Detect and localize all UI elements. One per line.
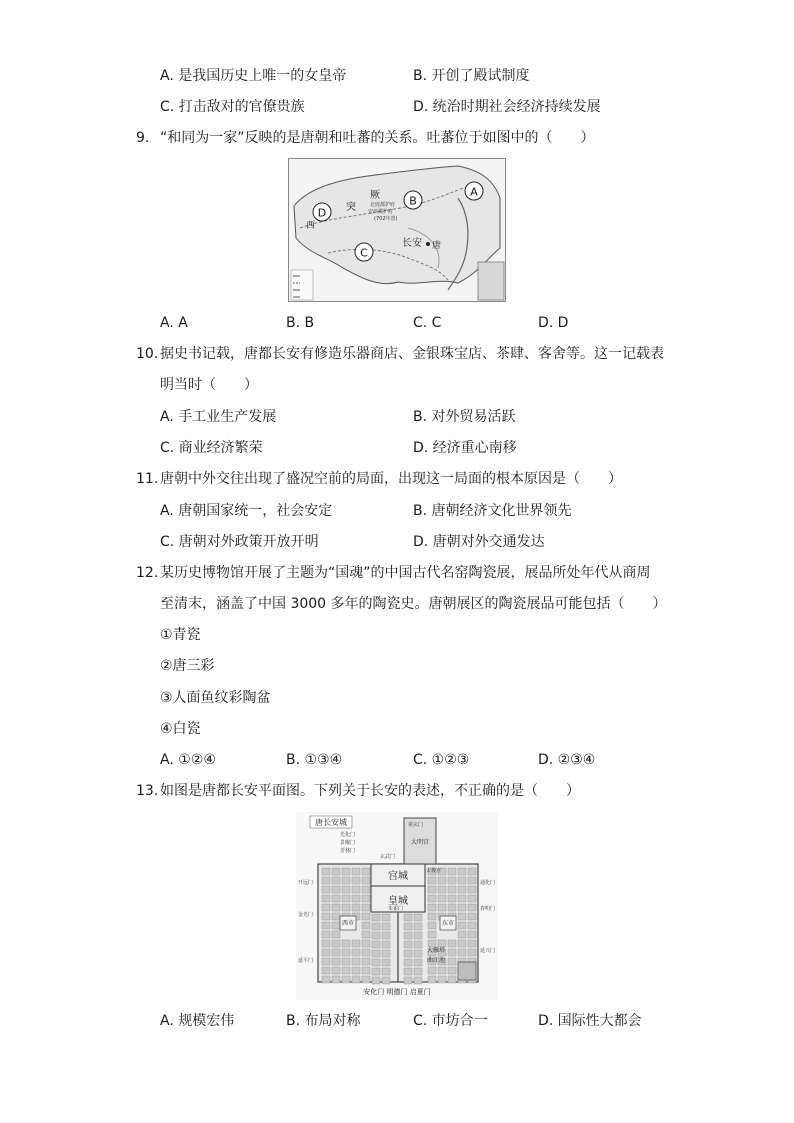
q13-option-d[interactable]: D. 国际性大都会 (538, 1013, 642, 1029)
q13-number: 13. (136, 783, 159, 799)
plan-taiji: 太极宫 (426, 868, 442, 874)
q12-option-c[interactable]: C. ①②③ (413, 752, 470, 768)
q8-option-b[interactable]: B. 开创了殿试制度 (413, 68, 530, 84)
q10-option-d[interactable]: D. 经济重心南移 (413, 440, 517, 456)
q9-number: 9. (136, 130, 150, 146)
plan-gongcheng: 宫城 (388, 871, 408, 882)
plan-gate-top-4: 玄武门 (380, 854, 396, 860)
q10-option-c[interactable]: C. 商业经济繁荣 (160, 440, 263, 456)
q12-item-4: ④白瓷 (160, 721, 201, 737)
q12-stem-line1: 某历史博物馆开展了主题为“国魂”的中国古代名窑陶瓷展，展品所处年代从商周 (160, 565, 651, 581)
map-marker-d: D (317, 206, 327, 220)
plan-gate-top-3: 芳林门 (340, 848, 356, 854)
map-label-anxi: 安西都护府 (368, 209, 394, 215)
map-label-tu: 突 (346, 202, 356, 213)
q12-option-a[interactable]: A. ①②④ (160, 752, 216, 768)
plan-gate-left-1: 开远门 (298, 880, 314, 886)
plan-dongshi: 东市 (441, 920, 455, 927)
q13-option-a[interactable]: A. 规模宏伟 (160, 1013, 235, 1029)
q12-item-2: ②唐三彩 (160, 658, 215, 674)
map-label-tang: 唐 (432, 241, 442, 251)
map-label-year: (702年置) (374, 216, 398, 222)
plan-gate-right-1: 通化门 (480, 880, 496, 886)
plan-title: 唐长安城 (315, 818, 347, 827)
q10-number: 10. (136, 346, 159, 362)
q13-option-b[interactable]: B. 布局对称 (286, 1013, 361, 1029)
plan-bottom-gates: 安化门 明德门 启夏门 (363, 988, 431, 996)
q11-stem: 唐朝中外交往出现了盛况空前的局面，出现这一局面的根本原因是（ ） (160, 471, 622, 487)
q11-option-b[interactable]: B. 唐朝经济文化世界领先 (413, 503, 572, 519)
q8-option-a[interactable]: A. 是我国历史上唯一的女皇帝 (160, 68, 347, 84)
q11-option-d[interactable]: D. 唐朝对外交通发达 (413, 534, 545, 550)
q12-item-3: ③人面鱼纹彩陶盆 (160, 690, 271, 706)
q9-map-figure (288, 158, 506, 302)
map-label-jue: 厥 (370, 190, 380, 201)
q10-stem-line1: 据史书记载，唐都长安有修造乐器商店、金银珠宝店、茶肆、客舍等。这一记载表 (160, 346, 664, 362)
q9-stem: “和同为一家”反映的是唐朝和吐蕃的关系。吐蕃位于如图中的（ ） (160, 130, 595, 146)
plan-gate-top-2: 景曜门 (340, 840, 356, 846)
q13-stem: 如图是唐都长安平面图。下列关于长安的表述，不正确的是（ ） (160, 783, 580, 799)
plan-gate-left-2: 金光门 (298, 912, 314, 918)
q12-option-d[interactable]: D. ②③④ (538, 752, 596, 768)
q13-option-c[interactable]: C. 市坊合一 (413, 1013, 488, 1029)
q12-number: 12. (136, 565, 159, 581)
plan-gate-right-2: 春明门 (480, 906, 496, 912)
map-label-beiting: 北庭都护府 (370, 202, 396, 208)
plan-zhuque: 朱雀门 (388, 906, 404, 912)
map-label-xi: 西 (306, 221, 316, 231)
changan-city-plan (296, 812, 498, 1000)
q9-option-d[interactable]: D. D (538, 315, 569, 331)
tang-territory-map (288, 158, 506, 302)
plan-gate-right-3: 延兴门 (480, 948, 496, 954)
q13-plan-figure (296, 812, 498, 1000)
q10-option-a[interactable]: A. 手工业生产发展 (160, 409, 277, 425)
q10-stem-line2: 明当时（ ） (160, 377, 258, 393)
q10-option-b[interactable]: B. 对外贸易活跃 (413, 409, 516, 425)
plan-gate-top-1: 光化门 (340, 832, 356, 838)
map-label-changan: 长安 (402, 238, 422, 249)
plan-gate-top-5: 重玄门 (408, 822, 424, 828)
q11-number: 11. (136, 471, 159, 487)
plan-qujiang: 曲江池 (426, 957, 446, 964)
q9-option-a[interactable]: A. A (160, 315, 188, 331)
q11-option-a[interactable]: A. 唐朝国家统一，社会安定 (160, 503, 333, 519)
q12-stem-line2: 至清末，涵盖了中国 3000 多年的陶瓷史。唐朝展区的陶瓷展品可能包括（ ） (160, 596, 667, 612)
q9-option-c[interactable]: C. C (413, 315, 442, 331)
map-marker-b: B (409, 194, 417, 208)
q8-option-d[interactable]: D. 统治时期社会经济持续发展 (413, 99, 601, 115)
map-marker-a: A (470, 185, 478, 199)
map-marker-c: C (360, 246, 368, 260)
plan-huangcheng: 皇城 (388, 896, 408, 907)
q12-option-b[interactable]: B. ①③④ (286, 752, 343, 768)
q8-option-c[interactable]: C. 打击敌对的官僚贵族 (160, 99, 305, 115)
q11-option-c[interactable]: C. 唐朝对外政策开放开明 (160, 534, 319, 550)
plan-daminggong: 大明宫 (410, 839, 430, 846)
q9-option-b[interactable]: B. B (286, 315, 315, 331)
plan-gate-left-3: 延平门 (298, 958, 314, 964)
q12-item-1: ①青瓷 (160, 627, 201, 643)
plan-dayanta: 大雁塔 (426, 947, 446, 954)
plan-xishi: 西市 (341, 920, 355, 927)
